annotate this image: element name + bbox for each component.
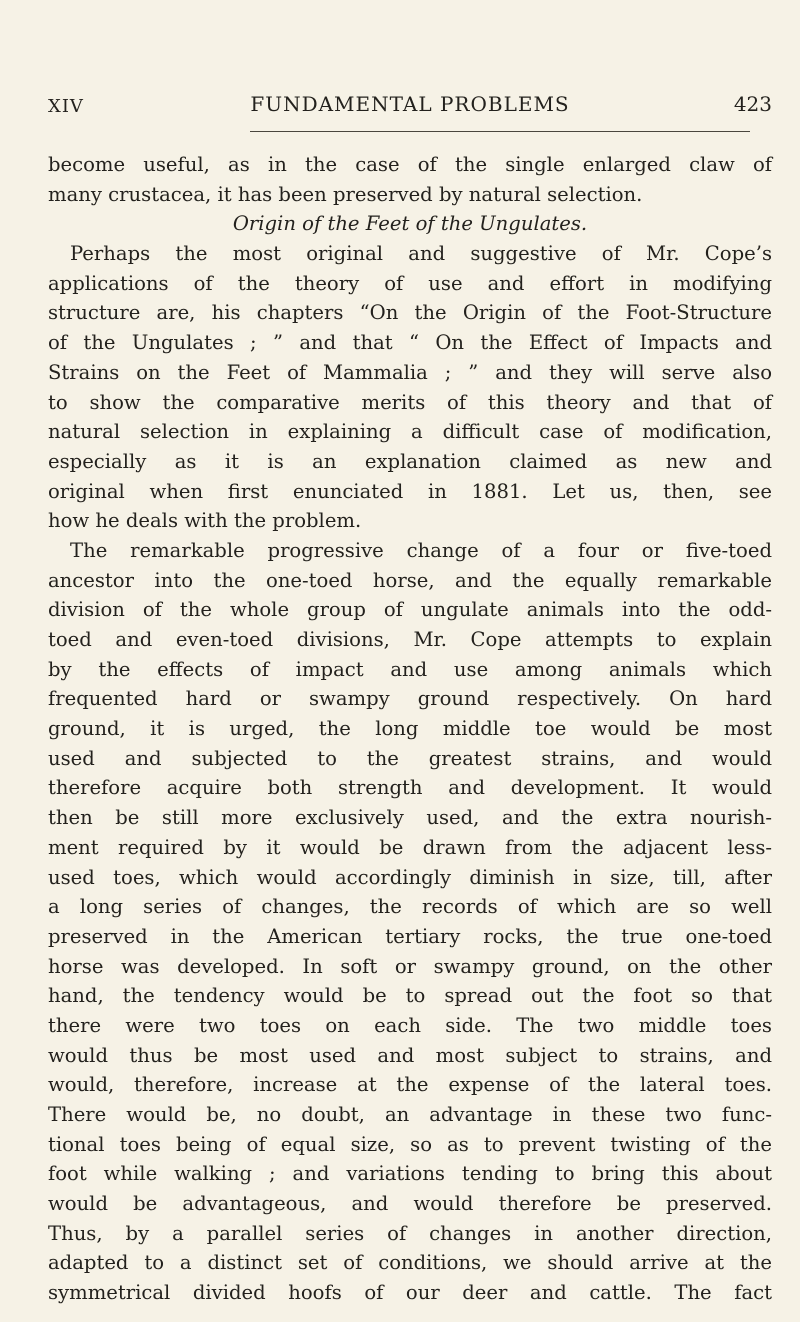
text-line: especially as it is an explanation claimed as new and [48,449,772,473]
text-line: Thus, by a parallel series of changes in another direction, [48,1221,772,1245]
text-line: There would be, no doubt, an advantage in these two func- [48,1103,772,1126]
paragraph-3 [48,536,772,1308]
text-line: there were two toes on each side. The two middle toes [48,1013,772,1037]
text-line: foot while walking ; and variations tending to bring this about [48,1162,772,1186]
text-line: of the Ungulates ; ” and that “ On the Effect of Impacts and [48,331,772,355]
paragraph-1 [48,150,772,209]
running-title: FUNDAMENTAL PROBLEMS [250,92,570,116]
section-heading: Origin of the Feet of the Ungulates. [232,212,588,236]
text-line: division of the whole group of ungulate animals into the odd- [48,598,772,622]
text-line: ground, it is urged, the long middle toe would be most [48,717,772,741]
header-rule [250,131,750,132]
text-line: used and subjected to the greatest strains, and would [48,746,772,770]
text-line: used toes, which would accordingly diminish in size, till, after [48,865,772,889]
text-line: to show the comparative merits of this theory and that of [48,390,772,414]
text-line: then be still more exclusively used, and the extra nourish- [48,806,772,830]
text-line: would, therefore, increase at the expense of the lateral toes. [48,1073,772,1097]
running-head [48,88,772,128]
text-line: ancestor into the one-toed horse, and the equally remarkable [48,568,772,592]
text-line: Strains on the Feet of Mammalia ; ” and they will serve also [48,360,772,384]
text-line: therefore acquire both strength and development. It would [48,776,772,800]
paragraph-2 [48,239,772,536]
text-line: adapted to a distinct set of conditions, we should arrive at the [48,1251,772,1275]
text-line: ment required by it would be drawn from the adjacent less- [48,835,772,859]
text-line: applications of the theory of use and effort in modifying [48,271,772,295]
text-line: preserved in the American tertiary rocks, the true one-toed [48,924,772,948]
text-line: would thus be most used and most subject to strains, and [48,1043,772,1067]
text-line: The remarkable progressive change of a four or five-toed [70,538,772,562]
text-line: Perhaps the most original and suggestive of Mr. Cope’s [70,242,772,266]
text-line: original when first enunciated in 1881. Let us, then, see [48,479,772,503]
page-number: 423 [733,92,772,116]
chapter-number: XIV [48,96,84,117]
text-line: tional toes being of equal size, so as to prevent twisting of the [48,1132,772,1156]
text-line: become useful, as in the case of the single enlarged claw of [48,153,772,176]
text-line: toed and even-toed divisions, Mr. Cope attempts to explain [48,628,772,651]
text-line: symmetrical divided hoofs of our deer and cattle. The fact [48,1281,772,1305]
text-line: horse was developed. In soft or swampy ground, on the other [48,954,772,978]
text-line: a long series of changes, the records of which are so well [48,895,772,919]
text-line: natural selection in explaining a difficult case of modification, [48,420,772,444]
text-line: would be advantageous, and would therefore be preserved. [48,1192,772,1216]
text-line: hand, the tendency would be to spread out the foot so that [48,984,772,1008]
text-line: by the effects of impact and use among animals which [48,657,772,681]
text-line: structure are, his chapters “On the Origin of the Foot-Structure [48,301,772,325]
body-text [48,150,772,1308]
text-line: how he deals with the problem. [48,509,362,533]
text-line: many crustacea, it has been preserved by natural selection. [48,182,643,206]
text-line: frequented hard or swampy ground respectively. On hard [48,687,772,711]
